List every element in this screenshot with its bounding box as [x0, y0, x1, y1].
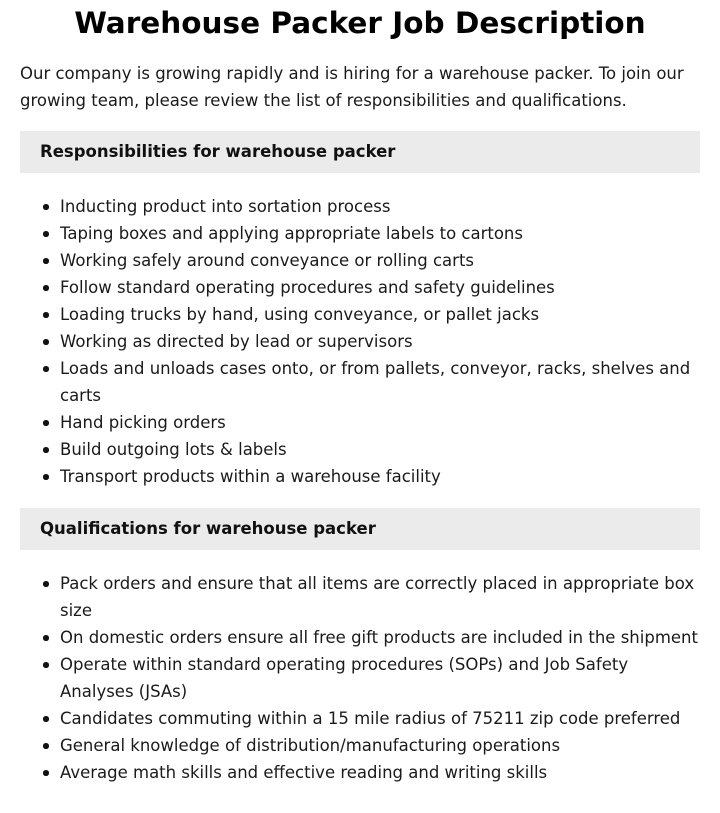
responsibilities-heading: Responsibilities for warehouse packer [20, 131, 700, 173]
list-item: Loading trucks by hand, using conveyance, or pallet jacks [60, 301, 700, 328]
list-item: Follow standard operating procedures and safety guidelines [60, 274, 700, 301]
list-item: Build outgoing lots & labels [60, 436, 700, 463]
list-item: Working as directed by lead or supervisors [60, 328, 700, 355]
list-item: General knowledge of distribution/manufacturing operations [60, 732, 700, 759]
list-item: Candidates commuting within a 15 mile radius of 75211 zip code preferred [60, 705, 700, 732]
list-item: Taping boxes and applying appropriate labels to cartons [60, 220, 700, 247]
qualifications-heading: Qualifications for warehouse packer [20, 508, 700, 550]
qualifications-list [20, 570, 700, 786]
list-item: Hand picking orders [60, 409, 700, 436]
list-item: Pack orders and ensure that all items are correctly placed in appropriate box size [60, 570, 700, 624]
list-item: Transport products within a warehouse facility [60, 463, 700, 490]
list-item: On domestic orders ensure all free gift products are included in the shipment [60, 624, 700, 651]
intro-paragraph: Our company is growing rapidly and is hiring for a warehouse packer. To join our growing team, please review the list of responsibilities and qualifications. [20, 64, 684, 110]
list-item: Working safely around conveyance or rolling carts [60, 247, 700, 274]
page-title: Warehouse Packer Job Description [74, 6, 646, 40]
list-item: Average math skills and effective reading and writing skills [60, 759, 700, 786]
list-item: Inducting product into sortation process [60, 193, 700, 220]
list-item: Operate within standard operating procedures (SOPs) and Job Safety Analyses (JSAs) [60, 651, 700, 705]
responsibilities-list [20, 193, 700, 490]
list-item: Loads and unloads cases onto, or from pallets, conveyor, racks, shelves and carts [60, 355, 700, 409]
